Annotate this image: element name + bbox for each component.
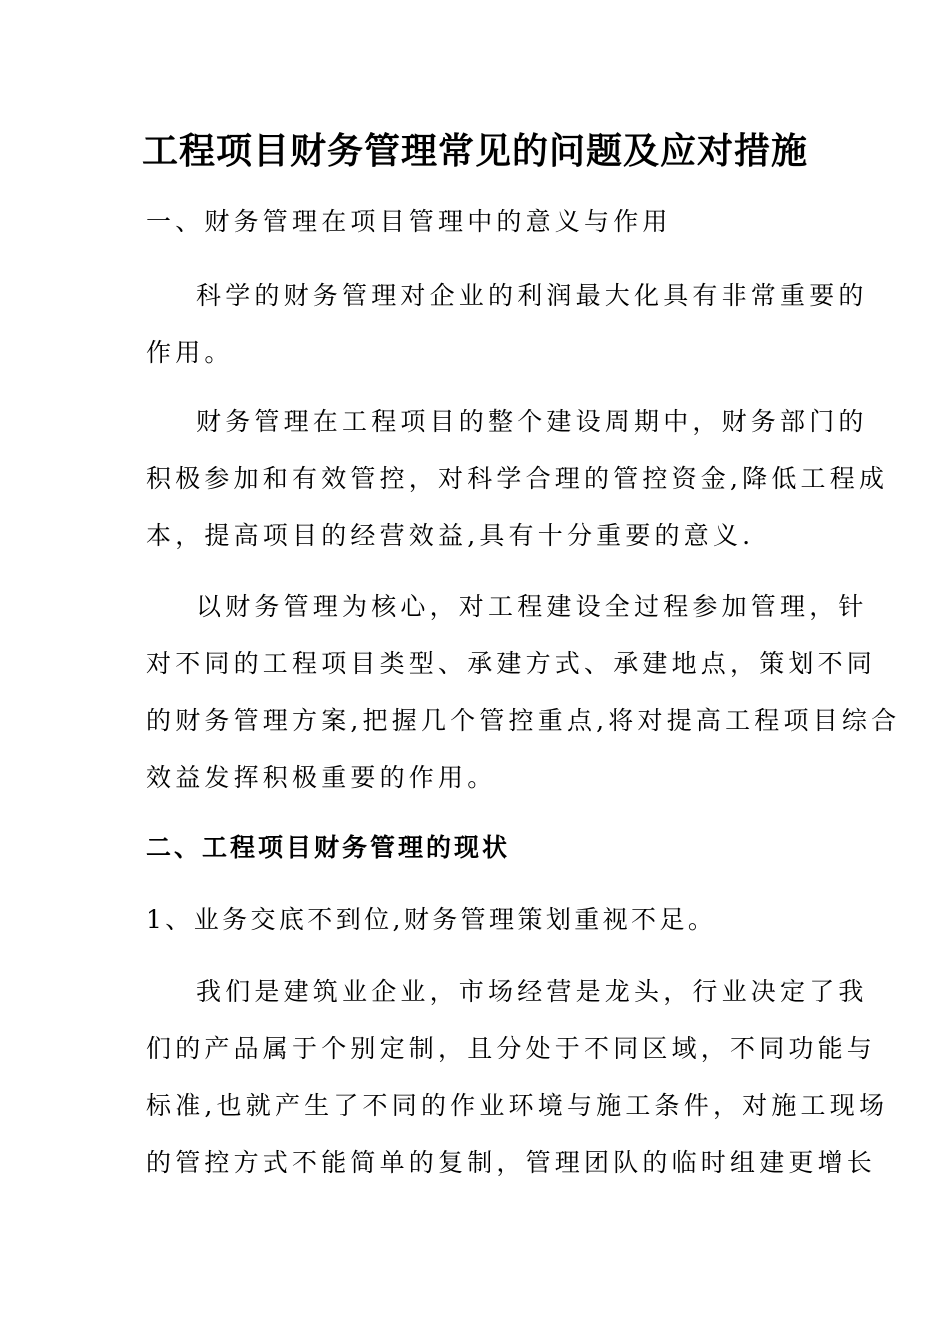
paragraph-3-line-1: 以财务管理为核心，对工程建设全过程参加管理，针 xyxy=(196,592,868,621)
paragraph-4-line-1: 我们是建筑业企业，市场经营是龙头，行业决定了我 xyxy=(196,977,868,1006)
paragraph-2-line-1: 财务管理在工程项目的整个建设周期中，财务部门的 xyxy=(196,407,868,436)
section-heading-2: 二、工程项目财务管理的现状 xyxy=(146,833,511,862)
paragraph-4-line-4: 的管控方式不能简单的复制，管理团队的临时组建更增长 xyxy=(146,1148,877,1177)
paragraph-4-line-3: 标准,也就产生了不同的作业环境与施工条件，对施工现场 xyxy=(146,1091,889,1120)
document-title: 工程项目财务管理常见的问题及应对措施 xyxy=(141,131,808,172)
paragraph-3-line-4: 效益发挥积极重要的作用。 xyxy=(146,763,497,792)
paragraph-2-line-3: 本，提高项目的经营效益,具有十分重要的意义. xyxy=(146,521,755,550)
paragraph-2-line-2: 积极参加和有效管控，对科学合理的管控资金,降低工程成 xyxy=(146,464,889,493)
list-item-1: 1、业务交底不到位,财务管理策划重视不足。 xyxy=(146,905,717,934)
paragraph-1-line-2: 作用。 xyxy=(146,338,234,367)
paragraph-4-line-2: 们的产品属于个别定制，且分处于不同区域，不同功能与 xyxy=(146,1034,877,1063)
section-heading-1: 一、财务管理在项目管理中的意义与作用 xyxy=(146,207,672,236)
paragraph-1-line-1: 科学的财务管理对企业的利润最大化具有非常重要的 xyxy=(196,281,868,310)
paragraph-3-line-2: 对不同的工程项目类型、承建方式、承建地点，策划不同 xyxy=(146,649,877,678)
paragraph-3-line-3: 的财务管理方案,把握几个管控重点,将对提高工程项目综合 xyxy=(146,706,901,735)
